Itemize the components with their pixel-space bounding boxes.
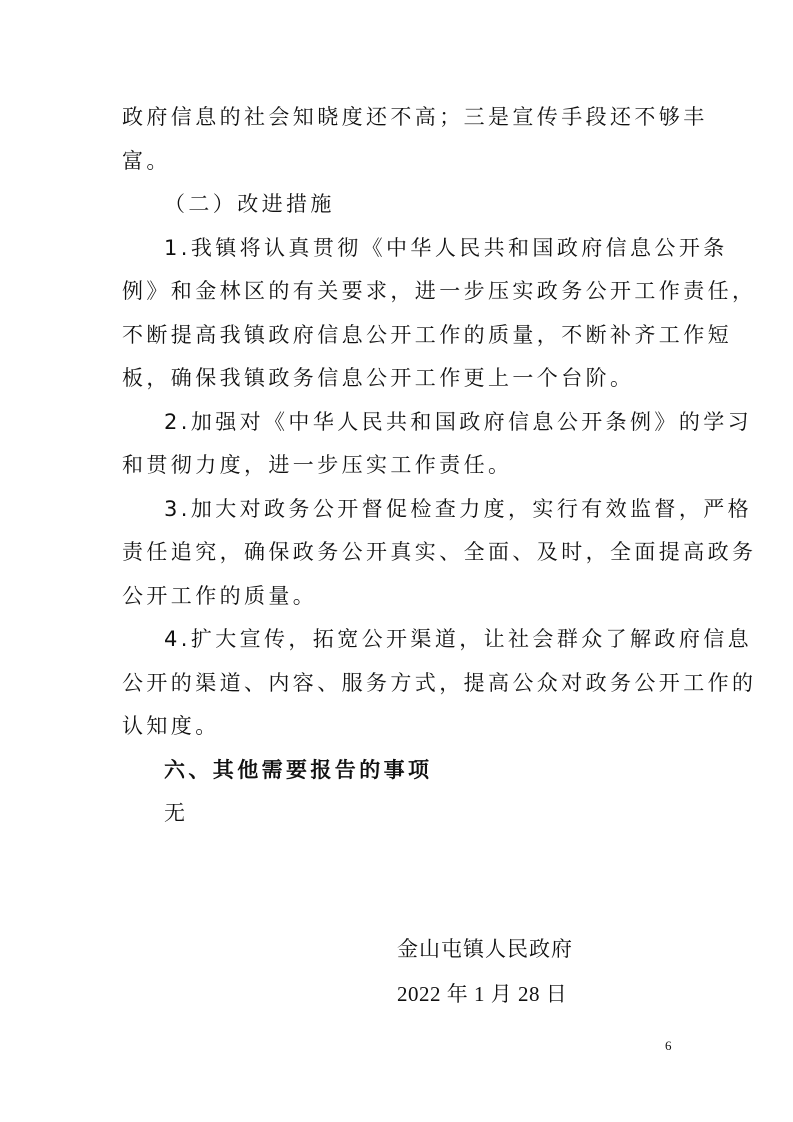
item-3-line: 责任追究，确保政务公开真实、全面、及时，全面提高政务 bbox=[122, 540, 757, 564]
item-2-line: 2.加强对《中华人民共和国政府信息公开条例》的学习 bbox=[164, 410, 753, 434]
item-2-line: 和贯彻力度，进一步压实工作责任。 bbox=[122, 453, 513, 477]
item-4-line: 4.扩大宣传，拓宽公开渠道，让社会群众了解政府信息 bbox=[164, 627, 753, 651]
subheading-improvement-measures: （二）改进措施 bbox=[164, 192, 335, 216]
signature-organization: 金山屯镇人民政府 bbox=[397, 937, 573, 961]
section-6-heading: 六、其他需要报告的事项 bbox=[164, 758, 433, 782]
item-4-line: 公开的渠道、内容、服务方式，提高公众对政务公开工作的 bbox=[122, 671, 757, 695]
section-6-body: 无 bbox=[164, 801, 189, 825]
paragraph-line: 富。 bbox=[122, 149, 171, 173]
paragraph-line: 政府信息的社会知晓度还不高；三是宣传手段还不够丰 bbox=[122, 105, 708, 129]
item-1-line: 例》和金林区的有关要求，进一步压实政务公开工作责任， bbox=[122, 279, 757, 303]
signature-date: 2022 年 1 月 28 日 bbox=[397, 982, 568, 1006]
item-1-line: 不断提高我镇政府信息公开工作的质量，不断补齐工作短 bbox=[122, 323, 732, 347]
item-3-line: 3.加大对政务公开督促检查力度，实行有效监督，严格 bbox=[164, 497, 753, 521]
item-1-line: 1.我镇将认真贯彻《中华人民共和国政府信息公开条 bbox=[164, 236, 728, 260]
item-1-line: 板，确保我镇政务信息公开工作更上一个台阶。 bbox=[122, 366, 635, 390]
item-3-line: 公开工作的质量。 bbox=[122, 584, 318, 608]
item-4-line: 认知度。 bbox=[122, 714, 220, 738]
page-number: 6 bbox=[665, 1038, 672, 1053]
